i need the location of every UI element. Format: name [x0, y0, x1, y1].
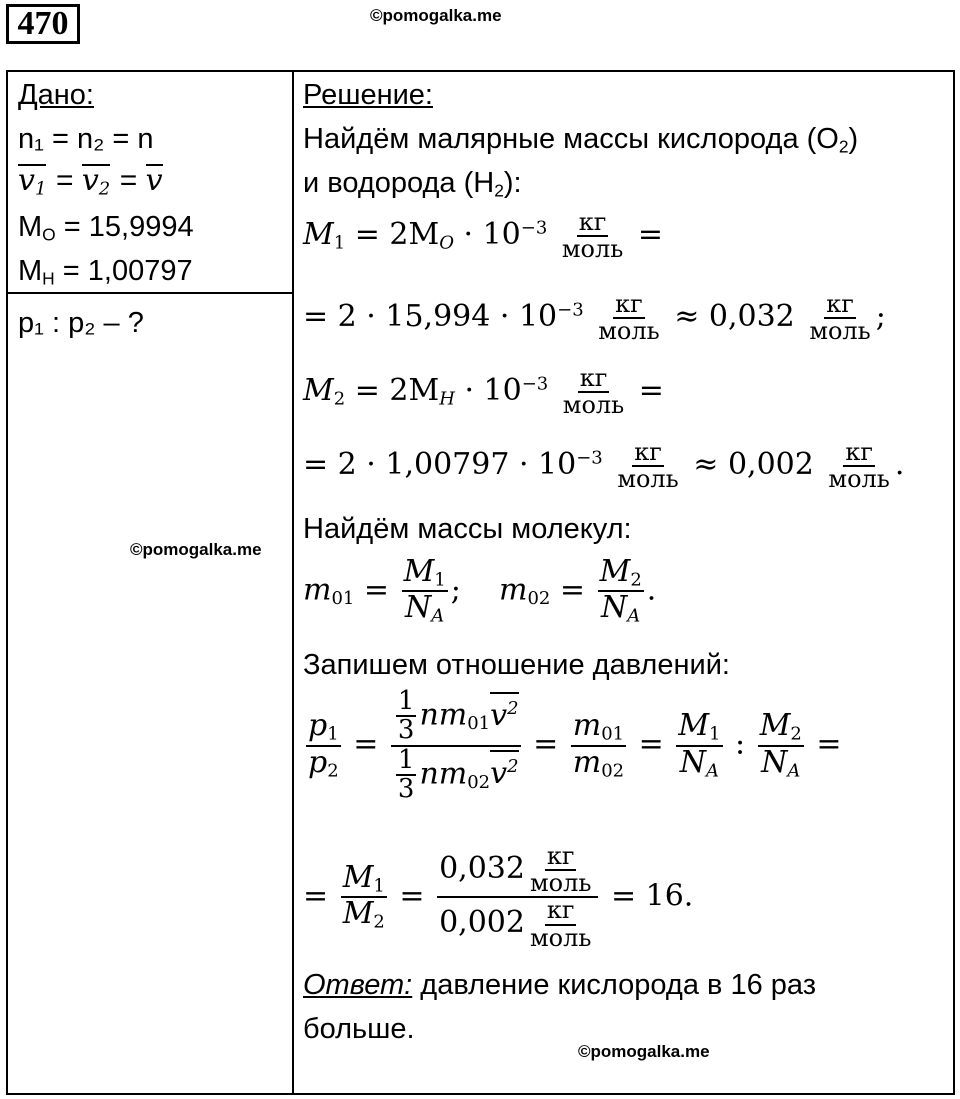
solution-step1b: и водорода $(H_2)$:	[303, 167, 522, 201]
solution-step2: Найдём массы молекул:	[303, 513, 632, 545]
formula-m2: $M_2 = 2M_H \cdot 10^{-3}$ $\frac{кг}{\text{моль}}$ =	[303, 364, 664, 420]
solution-step1: Найдём малярные массы кислорода $(O_2)$	[303, 123, 859, 157]
solution-title: Решение:	[303, 79, 433, 111]
given-concentration: n₁ = n₂ = n	[18, 123, 154, 155]
watermark-bottom: ©pomogalka.me	[578, 1042, 710, 1061]
watermark-middle: ©pomogalka.me	[130, 540, 262, 559]
answer-line: Ответ: давление кислорода в 16 раз	[303, 969, 817, 1001]
column-divider	[292, 70, 294, 1095]
formula-pressure-ratio: $\frac{p_1}{p_2}$ = $\frac{1}{3}$ $nm_{01}v^2$ $\frac{1}{3}$ $nm_{02}v^2$ = $\frac{m_{01}}{m_{02}}$ = $\frac{M_1}{N_A}$ : $\frac{M_2}{N_A}$ =	[308, 686, 842, 804]
given-title: Дано:	[18, 79, 94, 111]
formula-molecule-masses: $m_{01}$ = $\frac{M_1}{N_A}$ ; $m_{02}$ = $\frac{M_2}{N_A}$ .	[303, 554, 657, 627]
given-velocities: $v_1 = v_2 = v$	[18, 164, 163, 205]
formula-final-ratio: = $\frac{M_1}{M_2}$ = 0,032 $\frac{кг}{\text{моль}}$ 0,002 $\frac{кг}{\text{моль}}$ = 16.	[303, 842, 694, 952]
solution-step3: Запишем отношение давлений:	[303, 649, 730, 681]
watermark-top: ©pomogalka.me	[370, 6, 502, 25]
given-mass-hydrogen: $M_H = 1,00797$	[18, 255, 193, 289]
formula-m2-value: = $2 \cdot 1,00797 \cdot 10^{-3}$ $\frac{кг}{\text{моль}}$ ≈ 0,002 $\frac{кг}{\text{моль}}$ .	[303, 438, 905, 494]
answer-line2: больше.	[303, 1013, 415, 1045]
formula-m1: $M_1 = 2M_O \cdot 10^{-3}$ $\frac{кг}{\text{моль}}$ =	[303, 208, 663, 264]
formula-m1-value: = $2 \cdot 15,994 \cdot 10^{-3}$ $\frac{кг}{\text{моль}}$ ≈ 0,032 $\frac{кг}{\text{моль}}$ ;	[303, 290, 886, 346]
given-mass-oxygen: $M_O = 15,9994$	[18, 211, 194, 245]
problem-number: 470	[6, 4, 80, 44]
find-ratio: p₁ : p₂ – ?	[18, 307, 144, 339]
